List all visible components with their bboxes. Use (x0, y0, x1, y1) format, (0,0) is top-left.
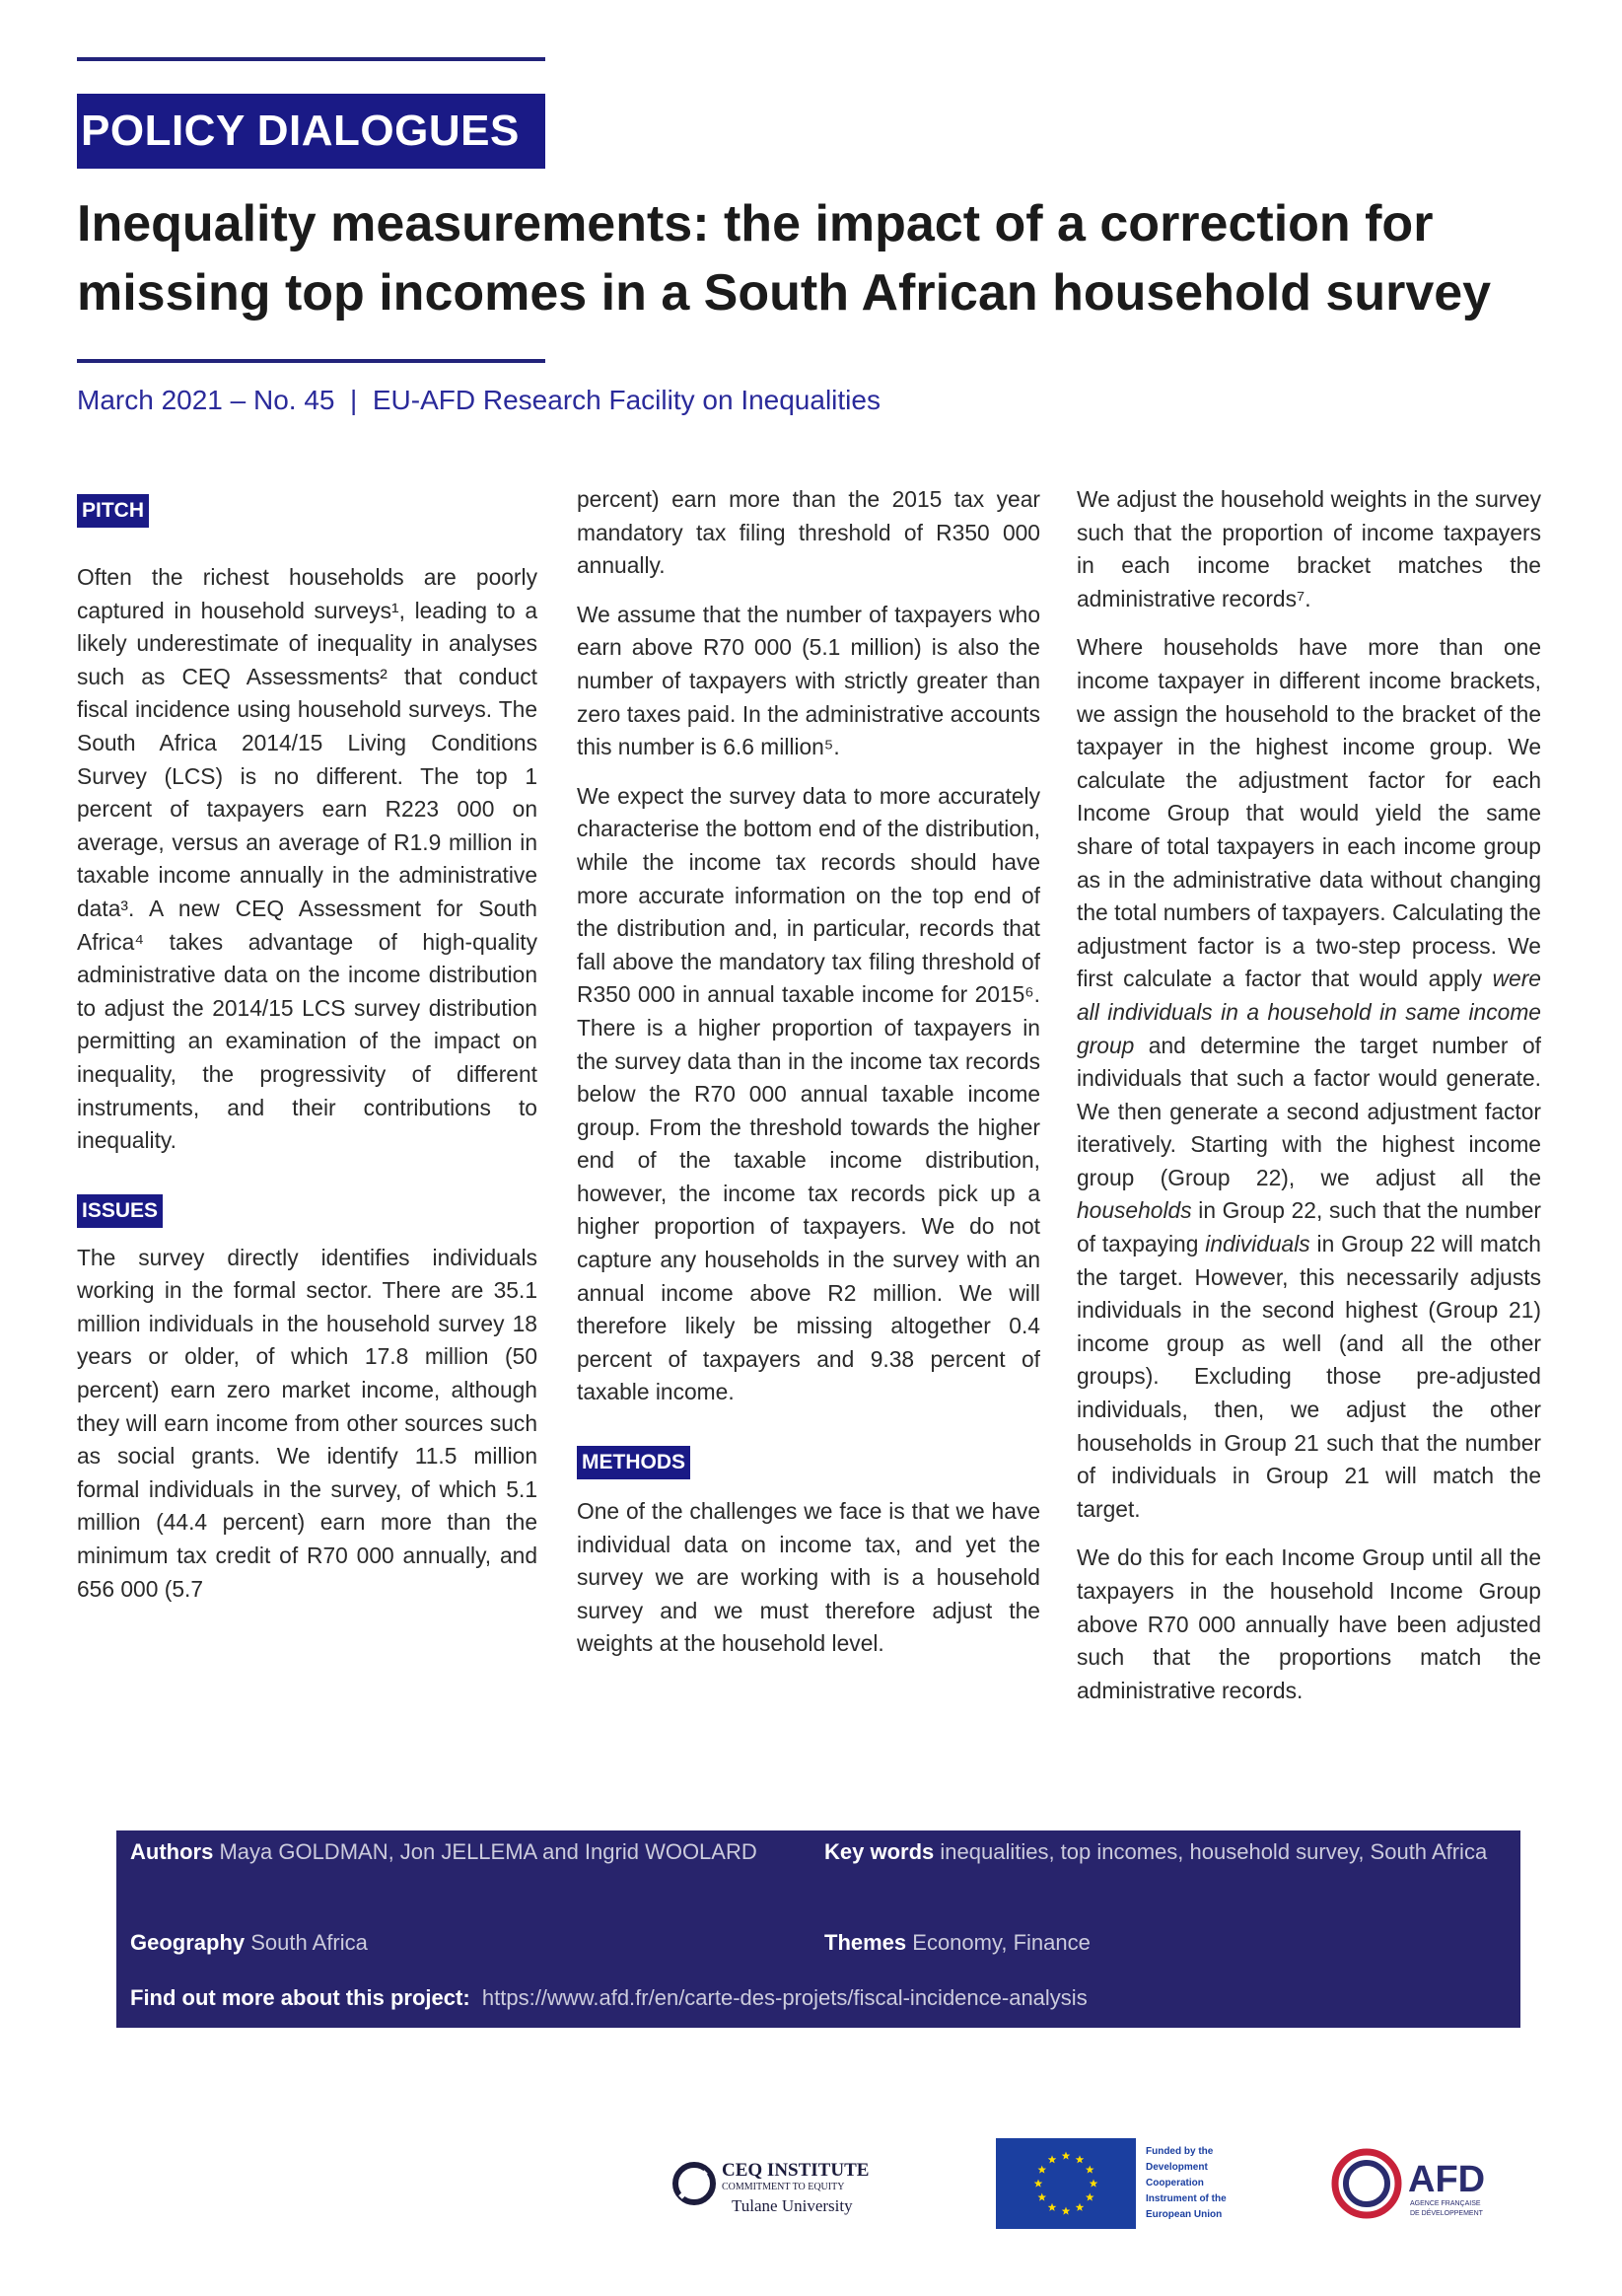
adjustment-emphasis-2: households (1077, 1197, 1192, 1224)
geography-label: Geography (130, 1930, 246, 1955)
authors-label: Authors (130, 1839, 214, 1864)
partner-logos (0, 2138, 1622, 2237)
issue-meta: March 2021 – No. 45 | EU-AFD Research Facility on Inequalities (77, 385, 881, 415)
project-info-box (116, 1830, 1520, 2028)
column-3 (1077, 483, 1541, 1723)
methods-paragraph: One of the challenges we face is that we have individual data on income tax, and yet the survey we are working with is a household survey and we must therefore adjust the weights at the household level. (577, 1498, 1040, 1657)
eu-text-line-1: Funded by the (1146, 2146, 1214, 2157)
top-rule (77, 57, 545, 61)
keywords-value: inequalities, top incomes, household survey, South Africa (934, 1839, 1488, 1864)
page-title (77, 189, 1556, 327)
section-label-methods: METHODS (577, 1446, 690, 1479)
taxpayers-paragraph: We assume that the number of taxpayers who earn above R70 000 (5.1 million) is also the number of taxpayers with strictly greater than zero taxes paid. In the administrative accounts this number is 6.6 million⁵. (577, 601, 1040, 760)
section-label-issues: ISSUES (77, 1194, 163, 1228)
ceq-logo-name: CEQ INSTITUTE (722, 2160, 870, 2181)
page-title-line-2: missing top incomes in a South African household survey (77, 264, 1492, 322)
authors (130, 1832, 801, 1872)
themes (824, 1923, 1091, 1963)
authors-value: Maya GOLDMAN, Jon JELLEMA and Ingrid WOOLARD (213, 1839, 757, 1864)
eu-text-line-2: Development (1146, 2162, 1208, 2173)
column-2 (577, 483, 1040, 1677)
eu-text-line-3: Cooperation (1146, 2178, 1204, 2188)
eu-text-line-5: European Union (1146, 2209, 1223, 2220)
eu-funding-logo (996, 2138, 1242, 2229)
adjustment-text-b: and determine the target number of individuals that such a factor would generate. We then generate a second adjustment factor iteratively. Starting with the highest income group (Group 22), we adjust all the (1077, 1032, 1541, 1190)
adjustment-paragraph (1077, 631, 1541, 1526)
keywords-label: Key words (824, 1839, 935, 1864)
ceq-logo-tagline: COMMITMENT TO EQUITY (722, 2182, 845, 2192)
series-tag: POLICY DIALOGUES (77, 94, 545, 169)
adjustment-text-c: in Group 22, such that the number of taxpaying (1077, 1197, 1541, 1257)
ceq-institute-logo (670, 2154, 897, 2223)
column-1 (77, 493, 537, 1621)
title-rule (77, 359, 545, 363)
adjustment-emphasis-1: were all individuals in a household in same income group (1077, 966, 1541, 1058)
themes-label: Themes (824, 1930, 907, 1955)
find-out-more-label: Find out more about this project: (130, 1985, 470, 2010)
find-out-more (130, 1978, 1088, 2018)
ceq-logo-university: Tulane University (732, 2196, 853, 2215)
adjustment-emphasis-3: individuals (1205, 1231, 1310, 1257)
section-label-pitch: PITCH (77, 494, 149, 528)
page-title-line-1: Inequality measurements: the impact of a correction for (77, 195, 1434, 252)
adjustment-text-d: in Group 22 will match the target. However, this necessarily adjusts individuals in the second highest (Group 21) income group as well (and all the other groups). Excluding those pre-adjusted individuals, then, we adjust the other households in Group 21 such that the number of individuals in Group 21 will match the target. (1077, 1231, 1541, 1522)
geography (130, 1923, 368, 1963)
afd-logo (1329, 2144, 1513, 2227)
afd-logo-sub-2: DE DÉVELOPPEMENT (1410, 2210, 1483, 2217)
afd-logo-name: AFD (1408, 2159, 1486, 2200)
weights-paragraph: We adjust the household weights in the survey such that the proportion of income taxpayers in each income bracket matches the administrative records⁷. (1077, 486, 1541, 611)
keywords (824, 1832, 1505, 1872)
pitch-paragraph: Often the richest households are poorly captured in household surveys¹, leading to a likely underestimate of inequality in analyses such as CEQ Assessments² that conduct fiscal incidence using household surveys. The South Africa 2014/15 Living Conditions Survey (LCS) is no different. The top 1 percent of taxpayers earn R223 000 on average, versus an average of R1.9 million in taxable income annually in the administrative data³. A new CEQ Assessment for South Africa⁴ takes advantage of high-quality administrative data on the income distribution to adjust the 2014/15 LCS survey distribution permitting an examination of the impact on inequality, the progressivity of different instruments, and their contributions to inequality. (77, 564, 537, 1154)
geography-value: South Africa (245, 1930, 368, 1955)
issues-paragraph: The survey directly identifies individuals working in the formal sector. There are 35.1 million individuals in the household survey 18 years or older, of which 17.8 million (50 percent) earn zero market income, although they will earn income from other sources such as social grants. We identify 11.5 million formal individuals in the survey, of which 5.1 million (44.4 percent) earn more than the minimum tax credit of R70 000 annually, and 656 000 (5.7 (77, 1244, 537, 1602)
themes-value: Economy, Finance (906, 1930, 1091, 1955)
survey-data-paragraph: We expect the survey data to more accurately characterise the bottom end of the distribution, while the income tax records should have more accurate information on the top end of the distribution and, in particular, records that fall above the mandatory tax filing threshold of R350 000 in annual taxable income for 2015⁶. There is a higher proportion of taxpayers in the survey data than in the income tax records below the R70 000 annual taxable income group. From the threshold towards the higher end of the taxable income distribution, however, the income tax records pick up a higher proportion of taxpayers. We do not capture any households in the survey with an annual income above R2 million. We will therefore likely be missing altogether 0.4 percent of taxpayers and 9.38 percent of taxable income. (577, 782, 1040, 1405)
issues-paragraph-continued: percent) earn more than the 2015 tax year mandatory tax filing threshold of R350 000 annually. (577, 486, 1040, 579)
afd-logo-sub-1: AGENCE FRANÇAISE (1410, 2200, 1481, 2207)
eu-text-line-4: Instrument of the (1146, 2193, 1227, 2204)
project-link[interactable]: https://www.afd.fr/en/carte-des-projets/fiscal-incidence-analysis (469, 1985, 1088, 2010)
income-group-paragraph: We do this for each Income Group until all the taxpayers in the household Income Group above R70 000 annually have been adjusted such that the proportions match the administrative records. (1077, 1544, 1541, 1703)
adjustment-text-a: Where households have more than one income taxpayer in different income brackets, we assign the household to the bracket of the taxpayer in the highest income group. We calculate the adjustment factor for each Income Group that would yield the same share of total taxpayers in each income group as in the administrative data without changing the total numbers of taxpayers. Calculating the adjustment factor is a two-step process. We first calculate a factor that would apply (1077, 634, 1541, 992)
